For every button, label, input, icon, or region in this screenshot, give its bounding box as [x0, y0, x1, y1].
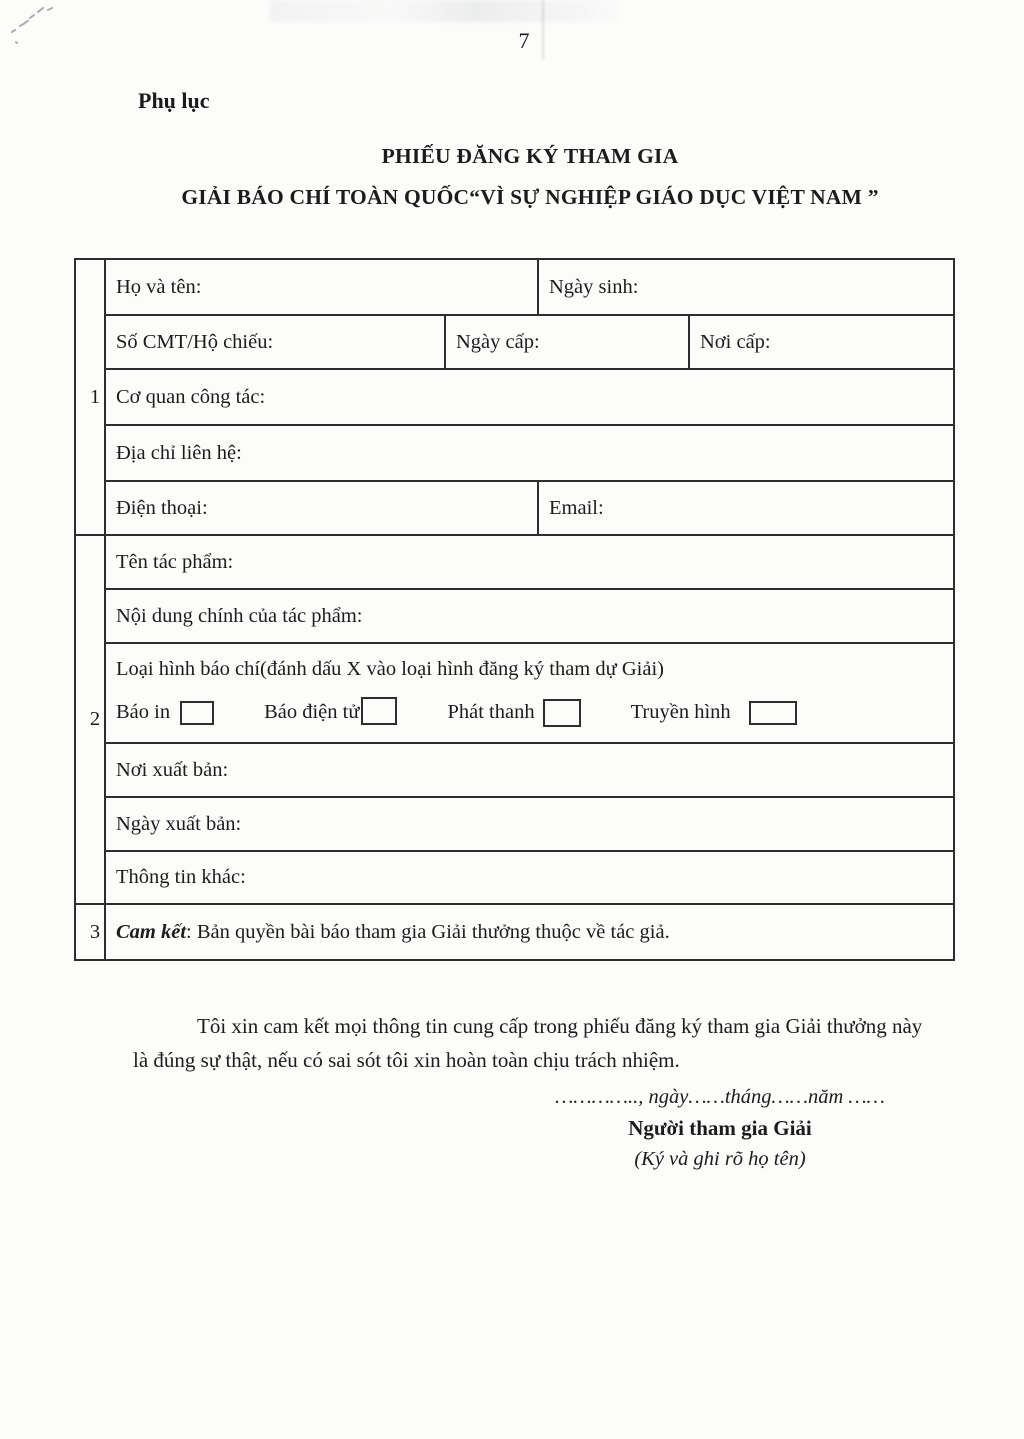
table-row: [75, 315, 954, 369]
field-publish-date: Ngày xuất bản:: [105, 797, 954, 851]
bao-dien-tu-label: Báo điện tử: [264, 701, 360, 723]
declaration-paragraph: Tôi xin cam kết mọi thông tin cung cấp trong phiếu đăng ký tham gia Giải thưởng này là đúng sự thật, nếu có sai sót tôi xin hoàn toàn chịu trách nhiệm.: [133, 1014, 923, 1072]
field-other-info: Thông tin khác:: [105, 851, 954, 904]
bao-dien-tu-checkbox: [361, 697, 397, 725]
table-row: [75, 259, 954, 315]
field-work-title: Tên tác phẩm:: [105, 535, 954, 589]
field-issue-place: Nơi cấp:: [689, 315, 954, 369]
truyen-hinh-label: Truyền hình: [630, 701, 731, 723]
bao-in-label: Báo in: [116, 701, 171, 723]
field-id-number: Số CMT/Hộ chiếu:: [105, 315, 445, 369]
signature-block: [520, 1082, 920, 1175]
field-contact-address: Địa chỉ liên hệ:: [105, 425, 954, 481]
table-row: [75, 425, 954, 481]
field-date-of-birth: Ngày sinh:: [538, 259, 954, 315]
table-row: [75, 904, 954, 960]
phat-thanh-checkbox: [543, 699, 581, 727]
form-title-line2: GIẢI BÁO CHÍ TOÀN QUỐC“VÌ SỰ NGHIỆP GIÁO DỤC VIỆT NAM ”: [181, 185, 879, 209]
field-press-type: [105, 643, 954, 743]
appendix-label: Phụ lục: [138, 88, 210, 113]
form-title: [35, 136, 1024, 218]
signer-title: Người tham gia Giải: [628, 1116, 812, 1140]
field-full-name: Họ và tên:: [105, 259, 538, 315]
table-row: [75, 369, 954, 425]
press-type-option: [116, 701, 214, 725]
field-phone: Điện thoại:: [105, 481, 538, 535]
bao-in-checkbox: [180, 701, 214, 725]
truyen-hinh-checkbox: [749, 701, 797, 725]
registration-form-table: [74, 258, 955, 961]
table-row: [75, 851, 954, 904]
page-number: 7: [518, 28, 530, 53]
scan-smudge: [270, 0, 620, 22]
field-publish-place: Nơi xuất bản:: [105, 743, 954, 797]
signer-note: (Ký và ghi rõ họ tên): [634, 1148, 806, 1170]
field-commitment: [105, 904, 954, 960]
field-issue-date: Ngày cấp:: [445, 315, 689, 369]
table-row: [75, 643, 954, 743]
table-row: [75, 535, 954, 589]
press-type-label: Loại hình báo chí(đánh dấu X vào loại hình đăng ký tham dự Giải): [116, 657, 664, 680]
press-type-options: [116, 697, 953, 729]
field-main-content: Nội dung chính của tác phẩm:: [105, 589, 954, 643]
commitment-text: : Bản quyền bài báo tham gia Giải thưởng thuộc về tác giả.: [186, 920, 670, 943]
phat-thanh-label: Phát thanh: [447, 701, 535, 723]
date-line: ………….., ngày……tháng……năm ……: [555, 1086, 885, 1108]
commitment-label: Cam kết: [116, 920, 187, 943]
table-row: [75, 743, 954, 797]
field-workplace: Cơ quan công tác:: [105, 369, 954, 425]
section-number-2: 2: [75, 535, 105, 904]
field-email: Email:: [538, 481, 954, 535]
press-type-option: [264, 697, 397, 729]
press-type-option: [447, 699, 580, 727]
table-row: [75, 797, 954, 851]
table-row: [75, 589, 954, 643]
section-number-3: 3: [75, 904, 105, 960]
form-title-line1: PHIẾU ĐĂNG KÝ THAM GIA: [381, 144, 679, 168]
press-type-option: [631, 701, 797, 725]
table-row: [75, 481, 954, 535]
section-number-1: 1: [75, 259, 105, 535]
